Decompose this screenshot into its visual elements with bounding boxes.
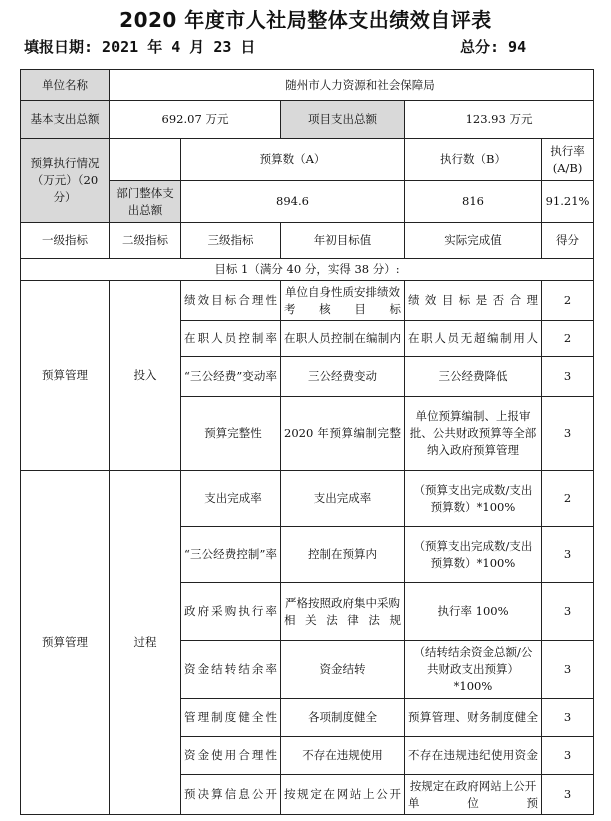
indicator-cell: 预算完整性	[181, 397, 281, 471]
fill-date: 填报日期: 2021 年 4 月 23 日	[24, 38, 256, 56]
target-cell: 支出完成率	[281, 471, 405, 527]
unit-value: 随州市人力资源和社会保障局	[110, 70, 594, 101]
actual-cell: 在职人员无超编制用人	[405, 321, 542, 357]
score-cell: 2	[542, 281, 594, 321]
target-header: 年初目标值	[281, 223, 405, 259]
basic-expense-label: 基本支出总额	[21, 101, 110, 139]
actual-header: 实际完成值	[405, 223, 542, 259]
actual-cell: 绩效目标是否合理	[405, 281, 542, 321]
target-cell: 2020 年预算编制完整	[281, 397, 405, 471]
level3-header: 三级指标	[181, 223, 281, 259]
goal-row	[21, 259, 594, 281]
indicator-cell: 政府采购执行率	[181, 583, 281, 641]
project-expense-label: 项目支出总额	[281, 101, 405, 139]
dept-budget-value: 894.6	[181, 181, 405, 223]
exec-col-header: 执行数（B）	[405, 139, 542, 181]
indicator-cell: “三公经费控制”率	[181, 527, 281, 583]
indicator-cell: “三公经费”变动率	[181, 357, 281, 397]
actual-cell: 执行率 100%	[405, 583, 542, 641]
target-cell: 资金结转	[281, 641, 405, 699]
score-cell: 3	[542, 775, 594, 815]
table-row	[21, 281, 594, 321]
expense-row	[21, 101, 594, 139]
score-cell: 3	[542, 583, 594, 641]
score-header: 得分	[542, 223, 594, 259]
basic-expense-value: 692.07 万元	[110, 101, 281, 139]
total-score: 总分: 94	[460, 38, 527, 56]
indicator-cell: 在职人员控制率	[181, 321, 281, 357]
indicator-cell: 管理制度健全性	[181, 699, 281, 737]
budget-exec-label: 预算执行情况（万元）（20 分）	[21, 139, 110, 223]
score-cell: 3	[542, 699, 594, 737]
score-cell: 3	[542, 357, 594, 397]
level1-header: 一级指标	[21, 223, 110, 259]
score-cell: 3	[542, 527, 594, 583]
dept-total-label: 部门整体支出总额	[110, 181, 181, 223]
budget-header-row	[21, 139, 594, 181]
indicator-cell: 资金使用合理性	[181, 737, 281, 775]
level2-header: 二级指标	[110, 223, 181, 259]
page-title: 2020 年度市人社局整体支出绩效自评表	[119, 8, 492, 32]
score-cell: 2	[542, 321, 594, 357]
level1-cell: 预算管理	[21, 471, 110, 815]
indicator-cell: 资金结转结余率	[181, 641, 281, 699]
actual-cell: 预算管理、财务制度健全	[405, 699, 542, 737]
blank-cell	[110, 139, 181, 181]
target-cell: 各项制度健全	[281, 699, 405, 737]
budget-col-header: 预算数（A）	[181, 139, 405, 181]
target-cell: 在职人员控制在编制内	[281, 321, 405, 357]
indicator-cell: 支出完成率	[181, 471, 281, 527]
table-row	[21, 471, 594, 527]
rate-col-header: 执行率(A/B)	[542, 139, 594, 181]
level2-cell: 投入	[110, 281, 181, 471]
actual-cell: 按规定在政府网站上公开单位预	[405, 775, 542, 815]
indicator-cell: 绩效目标合理性	[181, 281, 281, 321]
project-expense-value: 123.93 万元	[405, 101, 594, 139]
unit-label: 单位名称	[21, 70, 110, 101]
score-cell: 2	[542, 471, 594, 527]
dept-exec-value: 816	[405, 181, 542, 223]
target-cell: 控制在预算内	[281, 527, 405, 583]
actual-cell: （预算支出完成数/支出预算数）*100%	[405, 471, 542, 527]
level1-cell: 预算管理	[21, 281, 110, 471]
target-cell: 三公经费变动	[281, 357, 405, 397]
unit-row	[21, 70, 594, 101]
actual-cell: （预算支出完成数/支出预算数）*100%	[405, 527, 542, 583]
level2-cell: 过程	[110, 471, 181, 815]
target-cell: 单位自身性质安排绩效考核目标	[281, 281, 405, 321]
actual-cell: （结转结余资金总额/公共财政支出预算）*100%	[405, 641, 542, 699]
actual-cell: 三公经费降低	[405, 357, 542, 397]
target-cell: 按规定在网站上公开	[281, 775, 405, 815]
actual-cell: 不存在违规违纪使用资金	[405, 737, 542, 775]
dept-rate-value: 91.21%	[542, 181, 594, 223]
score-cell: 3	[542, 397, 594, 471]
indicator-cell: 预决算信息公开	[181, 775, 281, 815]
score-cell: 3	[542, 641, 594, 699]
score-cell: 3	[542, 737, 594, 775]
target-cell: 不存在违规使用	[281, 737, 405, 775]
indicator-header-row	[21, 223, 594, 259]
evaluation-table	[20, 69, 594, 815]
goal-1: 目标 1（满分 40 分，实得 38 分）:	[21, 259, 594, 281]
actual-cell: 单位预算编制、上报审批、公共财政预算等全部纳入政府预算管理	[405, 397, 542, 471]
target-cell: 严格按照政府集中采购相关法律法规	[281, 583, 405, 641]
